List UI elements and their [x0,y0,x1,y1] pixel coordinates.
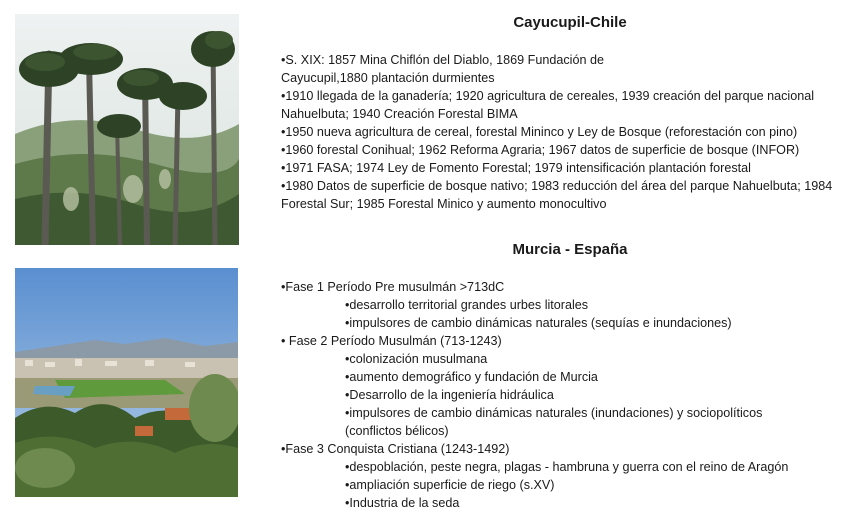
phase-item: •impulsores de cambio dinámicas naturales (sequías e inundaciones) [345,316,732,330]
phase-item: •despoblación, peste negra, plagas - hambruna y guerra con el reino de Aragón [345,460,789,474]
phase-item: •impulsores de cambio dinámicas naturales (inundaciones) y sociopolíticos [345,406,763,420]
phase-item: •colonización musulmana [345,352,488,366]
timeline-line: •1980 Datos de superficie de bosque nativo; 1983 reducción del área del parque Nahuelbuta; 1984 [281,179,833,193]
phase-item: •desarrollo territorial grandes urbes litorales [345,298,589,312]
section-title-murcia: Murcia - España [512,241,628,258]
timeline-line: Cayucupil,1880 plantación durmientes [281,71,495,85]
phase-item: •aumento demográfico y fundación de Murcia [345,370,598,384]
timeline-line: Forestal Sur; 1985 Forestal Minico y aumento monocultivo [281,197,607,211]
phase-item: (conflictos bélicos) [345,424,449,438]
murcia-timeline [281,278,841,512]
timeline-line: •1960 forestal Conihual; 1962 Reforma Agraria; 1967 datos de superficie de bosque (INFOR) [281,143,800,157]
section-title-cayucupil: Cayucupil-Chile [513,14,627,31]
murcia-landscape-photo [15,268,238,497]
phase-heading: •Fase 3 Conquista Cristiana (1243-1492) [281,442,510,456]
timeline-line: •1971 FASA; 1974 Ley de Fomento Forestal; 1979 intensificación plantación forestal [281,161,751,175]
timeline-line: •S. XIX: 1857 Mina Chiflón del Diablo, 1869 Fundación de [281,53,604,67]
phase-item: •ampliación superficie de riego (s.XV) [345,478,555,492]
phase-heading: •Fase 1 Período Pre musulmán >713dC [281,280,505,294]
phase-heading: • Fase 2 Período Musulmán (713-1243) [281,334,502,348]
timeline-line: Nahuelbuta; 1940 Creación Forestal BIMA [281,107,518,121]
phase-item: •Desarrollo de la ingeniería hidráulica [345,388,554,402]
cayucupil-timeline [281,51,841,213]
araucaria-forest-photo [15,14,239,245]
phase-item: •Industria de la seda [345,496,460,510]
timeline-line: •1950 nueva agricultura de cereal, forestal Mininco y Ley de Bosque (reforestación con pino) [281,125,798,139]
timeline-line: •1910 llegada de la ganadería; 1920 agricultura de cereales, 1939 creación del parque nacional [281,89,815,103]
